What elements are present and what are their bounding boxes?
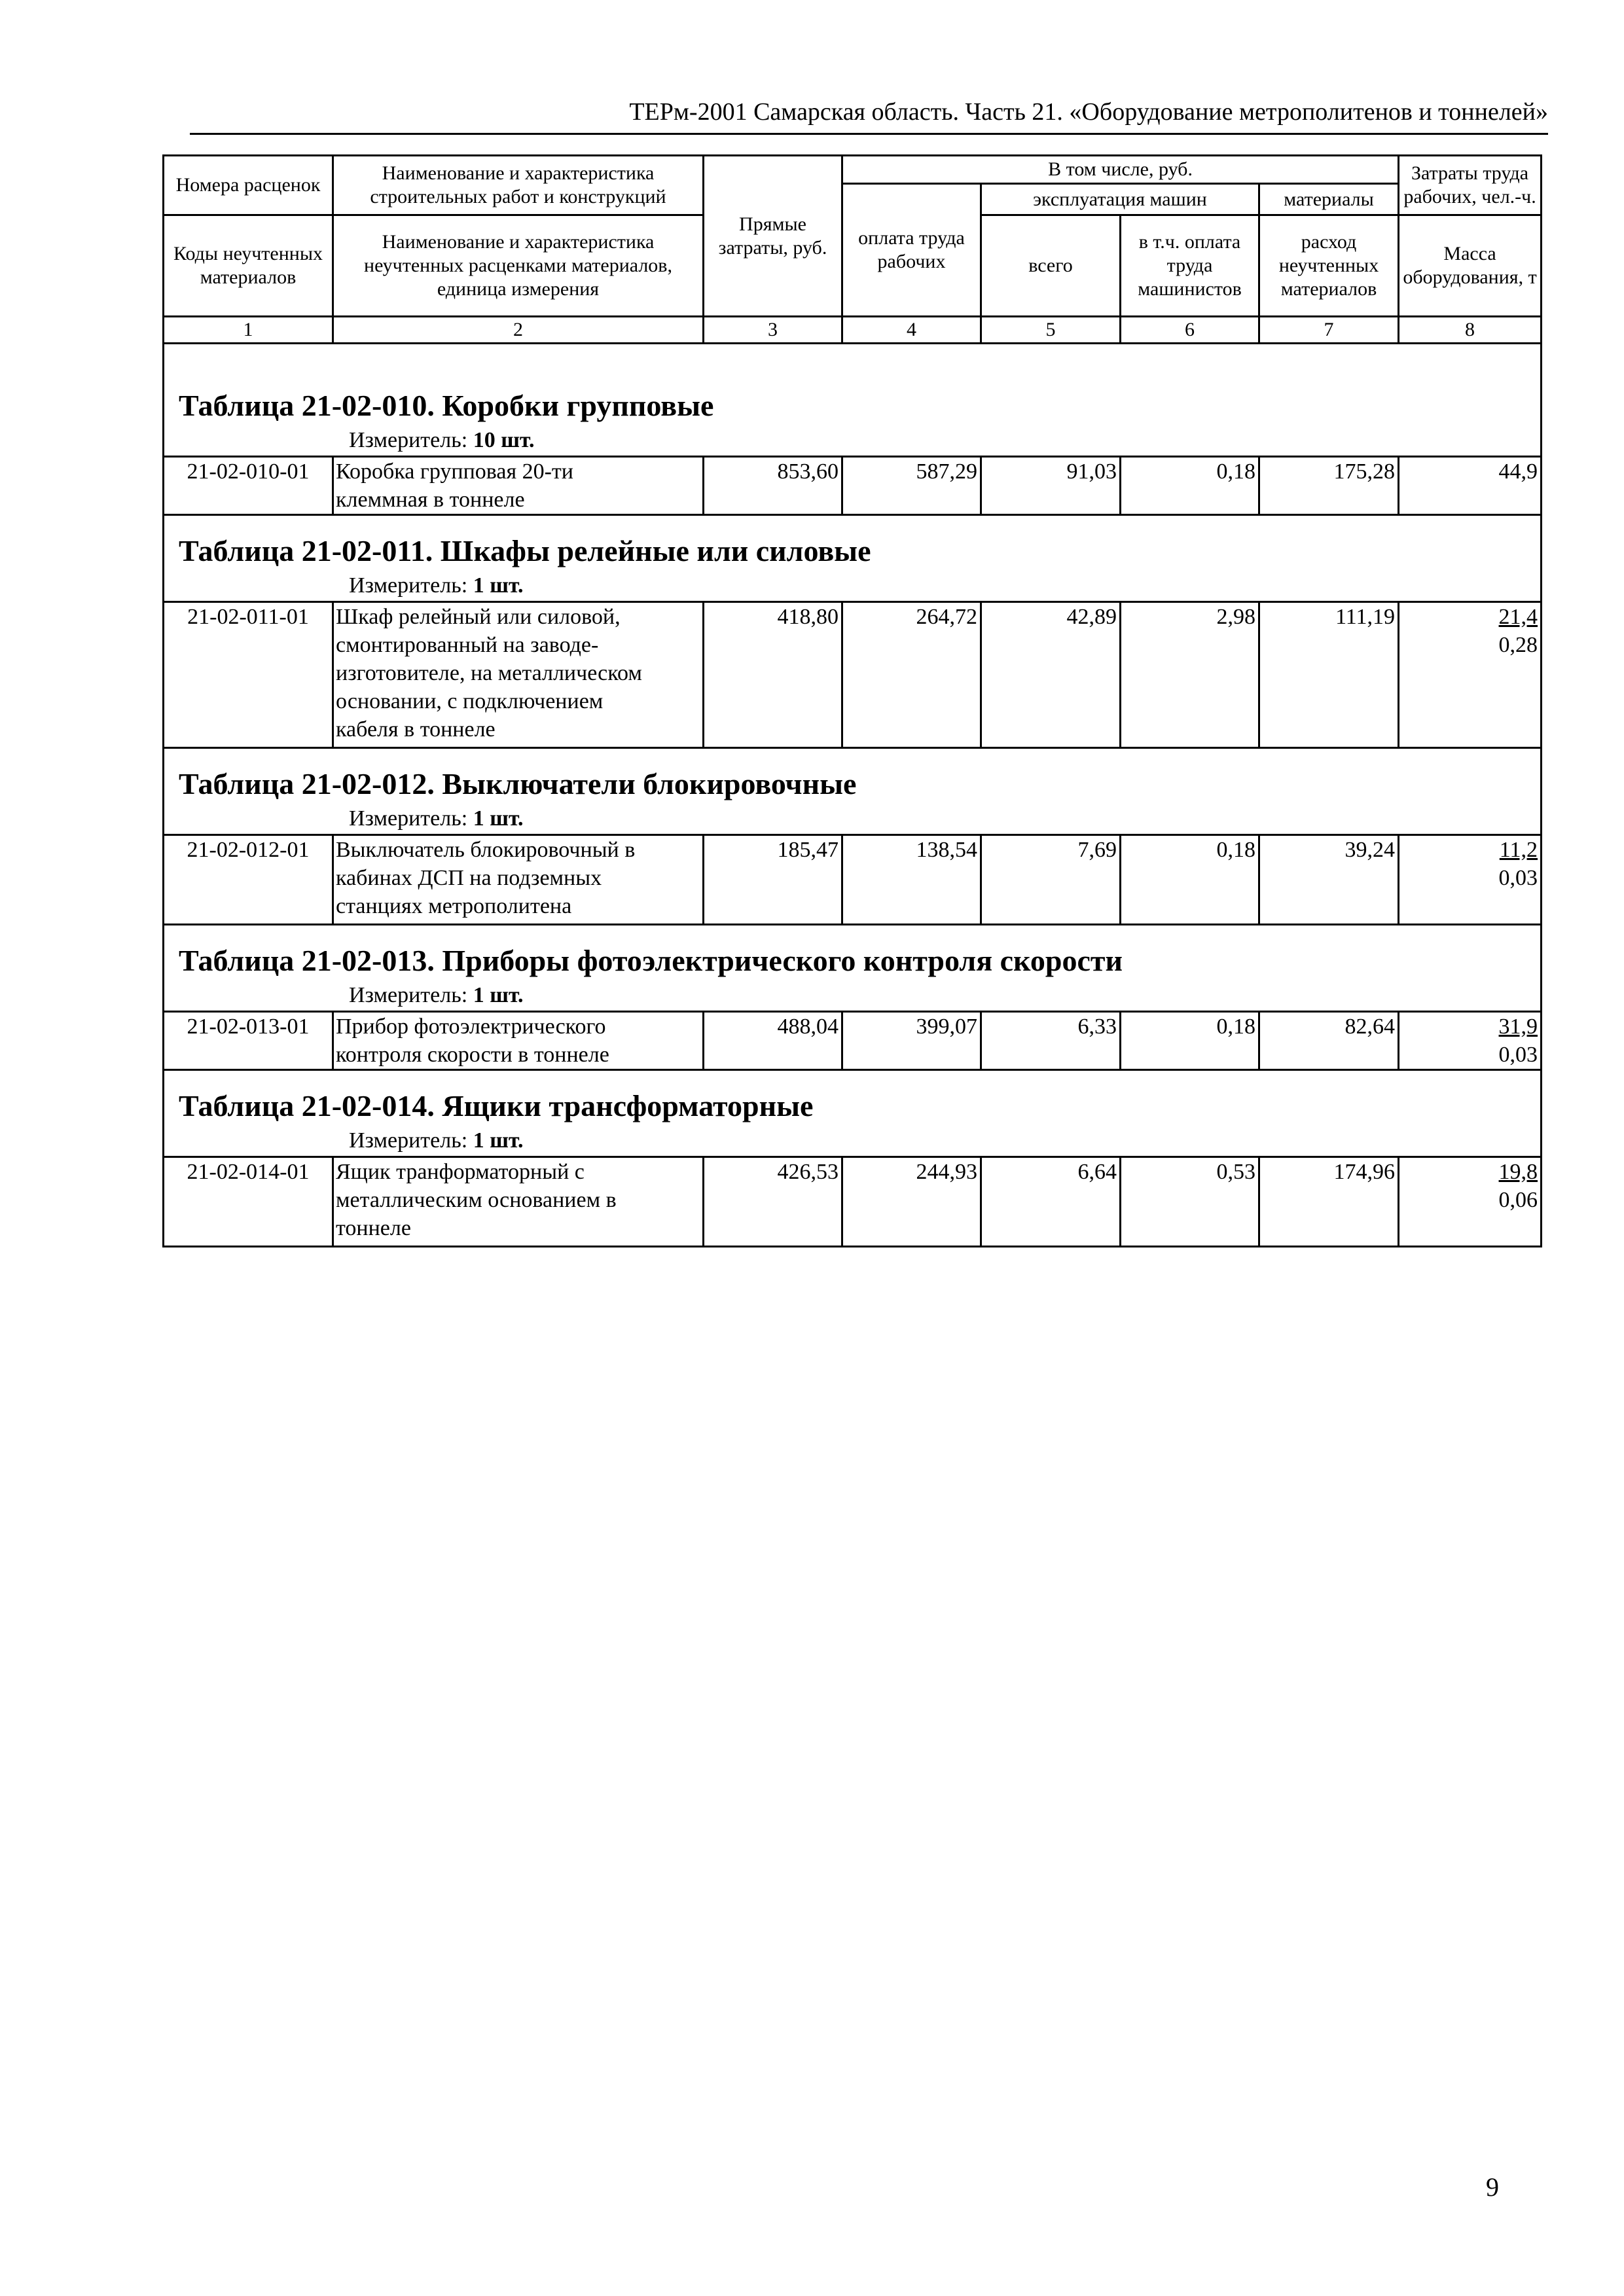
equipment-mass: 0,28 [1498, 633, 1538, 657]
machinists-wages: 2,98 [1121, 602, 1259, 748]
measure-value: 1 шт. [473, 1128, 524, 1153]
labor-costs: 44,9 [1498, 459, 1538, 484]
materials-cost: 82,64 [1259, 1012, 1399, 1070]
labor-mass-cell [1399, 602, 1542, 748]
measure-unit [349, 425, 1540, 456]
header-machinists-wages: в т.ч. оплата труда машинистов [1121, 215, 1259, 317]
rate-code: 21-02-013-01 [164, 1012, 333, 1070]
section-title: Таблица 21-02-014. Ящики трансформаторные [179, 1089, 814, 1122]
rate-name [333, 1012, 704, 1070]
rate-name-line: тоннеле [336, 1216, 411, 1240]
machinists-wages: 0,18 [1121, 457, 1259, 515]
labor-costs: 21,4 [1498, 605, 1538, 629]
column-number: 3 [704, 317, 842, 344]
rate-row [164, 835, 1542, 925]
materials-cost: 175,28 [1259, 457, 1399, 515]
machines-total: 91,03 [981, 457, 1121, 515]
wages: 587,29 [842, 457, 981, 515]
column-number: 8 [1399, 317, 1542, 344]
labor-costs: 31,9 [1498, 1014, 1538, 1039]
rate-name-line: Шкаф релейный или силовой, [336, 605, 621, 629]
measure-value: 1 шт. [473, 573, 524, 598]
header-including: В том числе, руб. [842, 156, 1399, 184]
column-number: 6 [1121, 317, 1259, 344]
rate-row [164, 457, 1542, 515]
header-material-names: Наименование и характеристика неучтенных расценками материалов, единица измерения [333, 215, 704, 317]
direct-costs: 426,53 [704, 1157, 842, 1247]
machines-total: 7,69 [981, 835, 1121, 925]
rate-name-line: кабинах ДСП на подземных [336, 866, 602, 890]
section-title: Таблица 21-02-011. Шкафы релейные или силовые [179, 534, 871, 567]
rate-code: 21-02-011-01 [164, 602, 333, 748]
section-title-row [164, 1070, 1542, 1157]
rate-name-line: контроля скорости в тоннеле [336, 1043, 609, 1067]
measure-value: 1 шт. [473, 806, 524, 831]
section-title: Таблица 21-02-013. Приборы фотоэлектрического контроля скорости [179, 944, 1123, 977]
rate-row [164, 602, 1542, 748]
header-material-codes: Коды неучтенных материалов [164, 215, 333, 317]
rate-code: 21-02-010-01 [164, 457, 333, 515]
section-title: Таблица 21-02-010. Коробки групповые [179, 389, 714, 422]
section-title-row [164, 925, 1542, 1012]
rate-name-line: изготовителе, на металлическом [336, 661, 642, 685]
wages: 244,93 [842, 1157, 981, 1247]
wages: 264,72 [842, 602, 981, 748]
column-number: 2 [333, 317, 704, 344]
measure-value: 10 шт. [473, 428, 535, 452]
equipment-mass: 0,03 [1498, 866, 1538, 890]
labor-costs: 11,2 [1499, 838, 1538, 862]
section-title: Таблица 21-02-012. Выключатели блокировочные [179, 767, 857, 800]
rate-name-line: клеммная в тоннеле [336, 488, 525, 512]
rate-name-line: Прибор фотоэлектрического [336, 1014, 606, 1039]
section-title-row [164, 515, 1542, 602]
header-rate-numbers: Номера расценок [164, 156, 333, 215]
rate-name [333, 602, 704, 748]
column-number: 5 [981, 317, 1121, 344]
rate-name [333, 1157, 704, 1247]
equipment-mass: 0,06 [1498, 1188, 1538, 1212]
measure-label: Измеритель: [349, 1128, 468, 1153]
wages: 399,07 [842, 1012, 981, 1070]
header-machines-total: всего [981, 215, 1121, 317]
wages: 138,54 [842, 835, 981, 925]
page-header: ТЕРм-2001 Самарская область. Часть 21. «Оборудование метрополитенов и тоннелей» [629, 98, 1548, 126]
machinists-wages: 0,18 [1121, 1012, 1259, 1070]
header-direct-costs: Прямые затраты, руб. [704, 156, 842, 317]
rate-name-line: кабеля в тоннеле [336, 717, 496, 742]
rate-code: 21-02-014-01 [164, 1157, 333, 1247]
materials-cost: 39,24 [1259, 835, 1399, 925]
direct-costs: 418,80 [704, 602, 842, 748]
measure-value: 1 шт. [473, 983, 524, 1007]
rate-name-line: Выключатель блокировочный в [336, 838, 636, 862]
column-number: 4 [842, 317, 981, 344]
header-equipment-mass: Масса оборудования, т [1399, 215, 1542, 317]
direct-costs: 488,04 [704, 1012, 842, 1070]
rate-name-line: станциях метрополитена [336, 894, 572, 918]
materials-cost: 111,19 [1259, 602, 1399, 748]
measure-label: Измеритель: [349, 983, 468, 1007]
measure-unit [349, 980, 1540, 1011]
header-rule [190, 133, 1548, 135]
machinists-wages: 0,53 [1121, 1157, 1259, 1247]
header-work-name: Наименование и характеристика строительных работ и конструкций [333, 156, 704, 215]
direct-costs: 853,60 [704, 457, 842, 515]
measure-unit [349, 571, 1540, 601]
page-number: 9 [1486, 2172, 1499, 2202]
measure-label: Измеритель: [349, 573, 468, 598]
labor-mass-cell [1399, 1012, 1542, 1070]
rate-name-line: основании, с подключением [336, 689, 604, 713]
machines-total: 42,89 [981, 602, 1121, 748]
labor-mass-cell [1399, 457, 1542, 515]
measure-label: Измеритель: [349, 428, 468, 452]
rate-name-line: металлическим основанием в [336, 1188, 617, 1212]
labor-costs: 19,8 [1498, 1160, 1538, 1184]
direct-costs: 185,47 [704, 835, 842, 925]
labor-mass-cell [1399, 1157, 1542, 1247]
rates-table [162, 154, 1542, 1247]
measure-unit [349, 1126, 1540, 1156]
machines-total: 6,64 [981, 1157, 1121, 1247]
materials-cost: 174,96 [1259, 1157, 1399, 1247]
measure-unit [349, 804, 1540, 834]
rate-code: 21-02-012-01 [164, 835, 333, 925]
rate-name-line: Ящик транформаторный с [336, 1160, 585, 1184]
measure-label: Измеритель: [349, 806, 468, 831]
column-number: 7 [1259, 317, 1399, 344]
labor-mass-cell [1399, 835, 1542, 925]
section-title-row [164, 344, 1542, 457]
machinists-wages: 0,18 [1121, 835, 1259, 925]
rate-row [164, 1157, 1542, 1247]
rate-name [333, 457, 704, 515]
equipment-mass: 0,03 [1498, 1043, 1538, 1067]
header-machine-operation: эксплуатация машин [981, 184, 1259, 215]
machines-total: 6,33 [981, 1012, 1121, 1070]
rate-name-line: Коробка групповая 20-ти [336, 459, 573, 484]
section-title-row [164, 748, 1542, 835]
column-number: 1 [164, 317, 333, 344]
header-wages: оплата труда рабочих [842, 184, 981, 317]
rate-name-line: смонтированный на заводе- [336, 633, 599, 657]
header-unaccounted-materials: расход неучтенных материалов [1259, 215, 1399, 317]
rate-row [164, 1012, 1542, 1070]
header-labor-costs: Затраты труда рабочих, чел.-ч. [1399, 156, 1542, 215]
header-materials: материалы [1259, 184, 1399, 215]
rate-name [333, 835, 704, 925]
